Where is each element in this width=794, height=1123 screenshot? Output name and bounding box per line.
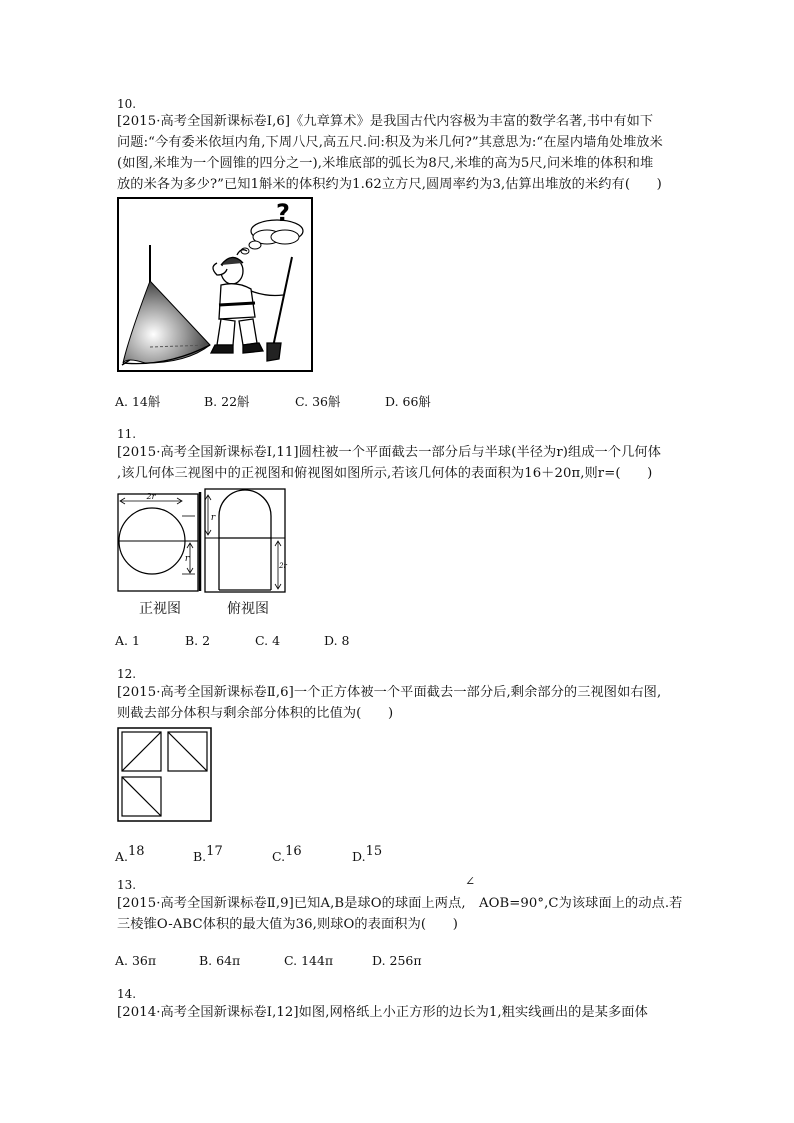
option-d[interactable]: D.$^{15}$ [352,844,383,864]
question-11-number: 11. [117,427,137,441]
rice-pile-figure [117,197,313,372]
option-b[interactable]: B. 64π [199,953,241,968]
option-a[interactable]: A.$^{18}$ [115,844,145,864]
question-10-line-4: 放的米各为多少?”已知1斛米的体积约为1.62立方尺,圆周率约为3,估算出堆放的米约有( ) [117,177,662,192]
question-13-number: 13. [117,878,137,892]
option-d[interactable]: D. 8 [324,633,350,648]
question-11-line-2: ,该几何体三视图中的正视图和俯视图如图所示,若该几何体的表面积为16＋20π,则r=( ) [117,466,653,481]
question-14-line-1: [2014·高考全国新课标卷Ⅰ,12]如图,网格纸上小正方形的边长为1,粗实线画出的是某多面体 [117,1005,648,1020]
question-11-line-1: [2015·高考全国新课标卷Ⅰ,11]圆柱被一个平面截去一部分后与半球(半径为r)组成一个几何体 [117,445,661,460]
label-r-front: r [184,554,190,564]
question-12-line-2: 则截去部分体积与剩余部分体积的比值为( ) [117,706,394,721]
option-c[interactable]: C. 4 [255,633,281,648]
option-d[interactable]: D. 256π [372,953,422,968]
label-r-top: r [210,513,216,523]
option-b[interactable]: B.$^{17}$ [193,844,223,864]
question-10-line-2: 问题:“今有委米依垣内角,下周八尺,高五尺.问:积及为米几何?”其意思为:“在屋内墙角处堆放米 [117,135,663,150]
option-b[interactable]: B. 22斛 [204,394,250,409]
label-2r-height: 2r [279,562,287,570]
question-13-line-1: [2015·高考全国新课标卷Ⅱ,9]已知A,B是球O的球面上两点, AOB=90°,C为该球面上的动点.若 [117,896,683,911]
question-10-line-1: [2015·高考全国新课标卷Ⅰ,6]《九章算术》是我国古代内容极为丰富的数学名著,书中有如下 [117,114,654,129]
question-11-options [115,633,515,651]
option-a[interactable]: A. 36π [115,953,157,968]
angle-symbol: ∠ [465,874,476,888]
option-a[interactable]: A. 1 [115,633,140,648]
three-view-figure [115,486,290,594]
question-10-line-3: (如图,米堆为一个圆锥的四分之一),米堆底部的弧长为8尺,米堆的高为5尺,问米堆的体积和堆 [117,156,654,171]
caption-front-view: 正视图 [139,601,181,617]
question-12-options [115,838,515,864]
question-13-options [115,953,515,971]
question-12-line-1: [2015·高考全国新课标卷Ⅱ,6]一个正方体被一个平面截去一部分后,剩余部分的三视图如右图, [117,685,662,700]
option-c[interactable]: C. 144π [284,953,334,968]
label-2r-width: 2r [146,492,156,501]
option-b[interactable]: B. 2 [185,633,211,648]
option-c[interactable]: C.$^{16}$ [272,844,302,864]
question-10-options [115,392,515,410]
option-a[interactable]: A. 14斛 [115,394,161,409]
question-12-number: 12. [117,667,137,681]
cube-three-view-figure [117,727,212,822]
option-d[interactable]: D. 66斛 [385,394,431,409]
question-14-number: 14. [117,987,137,1001]
question-13-line-2: 三棱锥O-ABC体积的最大值为36,则球O的表面积为( ) [117,917,458,932]
question-10-number: 10. [117,97,137,111]
question-mark-glyph: ? [276,199,290,227]
caption-top-view: 俯视图 [227,601,269,617]
option-c[interactable]: C. 36斛 [295,394,341,409]
